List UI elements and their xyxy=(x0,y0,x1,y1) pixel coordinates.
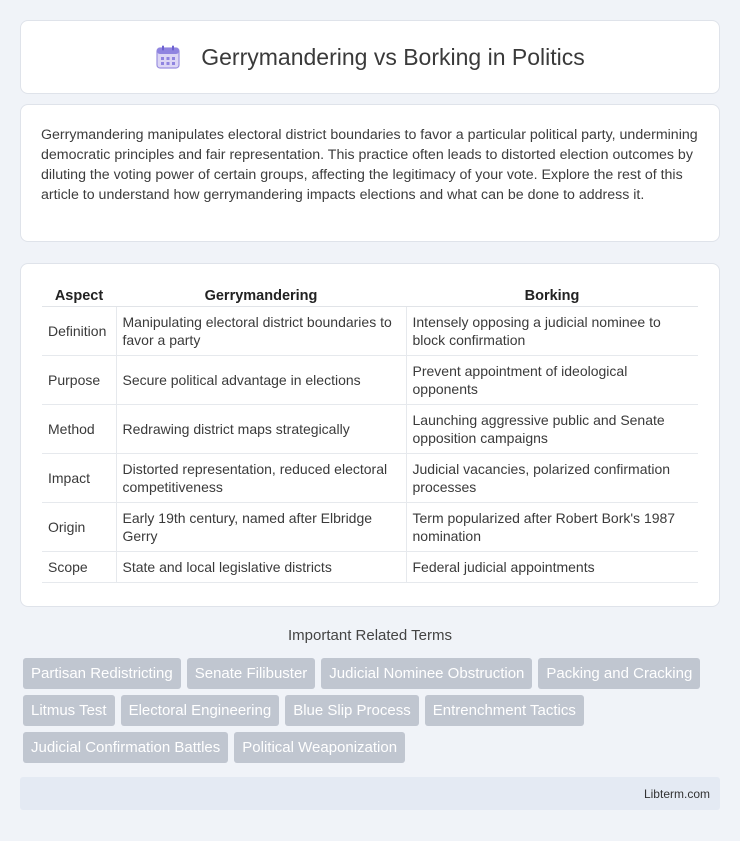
cell-gerrymandering: Early 19th century, named after Elbridge Gerry xyxy=(116,503,406,552)
cell-gerrymandering: Distorted representation, reduced electoral competitiveness xyxy=(116,454,406,503)
intro-card xyxy=(20,104,720,242)
comparison-table xyxy=(42,284,698,583)
table-row xyxy=(42,307,698,356)
cell-borking: Prevent appointment of ideological opponents xyxy=(406,356,698,405)
cell-aspect: Definition xyxy=(42,307,116,356)
related-term-tag[interactable]: Electoral Engineering xyxy=(121,695,280,726)
comparison-table-card xyxy=(20,263,720,607)
table-row xyxy=(42,454,698,503)
related-terms-list xyxy=(23,658,723,763)
cell-gerrymandering: State and local legislative districts xyxy=(116,552,406,583)
related-term-tag[interactable]: Political Weaponization xyxy=(234,732,405,763)
intro-paragraph: Gerrymandering manipulates electoral district boundaries to favor a particular political party, undermining democratic principles and fair representation. This practice often leads to distorted election outcomes by diluting the voting power of certain groups, affecting the legitimacy of your vote. Explore the rest of this article to understand how gerrymandering impacts elections and what can be done to address it. xyxy=(41,127,698,203)
page-title: Gerrymandering vs Borking in Politics xyxy=(201,43,585,70)
cell-borking: Term popularized after Robert Bork's 1987 nomination xyxy=(406,503,698,552)
header-gerrymandering: Gerrymandering xyxy=(116,284,406,307)
cell-aspect: Impact xyxy=(42,454,116,503)
related-terms-title: Important Related Terms xyxy=(288,627,452,644)
cell-gerrymandering: Manipulating electoral district boundaries to favor a party xyxy=(116,307,406,356)
header-borking: Borking xyxy=(406,284,698,307)
calendar-icon xyxy=(155,44,181,70)
cell-borking: Launching aggressive public and Senate opposition campaigns xyxy=(406,405,698,454)
cell-borking: Intensely opposing a judicial nominee to block confirmation xyxy=(406,307,698,356)
related-term-tag[interactable]: Entrenchment Tactics xyxy=(425,695,584,726)
cell-aspect: Scope xyxy=(42,552,116,583)
cell-gerrymandering: Secure political advantage in elections xyxy=(116,356,406,405)
related-term-tag[interactable]: Judicial Nominee Obstruction xyxy=(321,658,532,689)
related-term-tag[interactable]: Senate Filibuster xyxy=(187,658,316,689)
footer xyxy=(20,777,720,810)
cell-aspect: Purpose xyxy=(42,356,116,405)
table-row xyxy=(42,356,698,405)
title-card xyxy=(20,20,720,94)
table-row xyxy=(42,552,698,583)
header-aspect: Aspect xyxy=(42,284,116,307)
table-row xyxy=(42,405,698,454)
cell-gerrymandering: Redrawing district maps strategically xyxy=(116,405,406,454)
table-header-row xyxy=(42,284,698,307)
footer-site-link[interactable]: Libterm.com xyxy=(643,786,710,801)
cell-borking: Federal judicial appointments xyxy=(406,552,698,583)
related-term-tag[interactable]: Blue Slip Process xyxy=(285,695,419,726)
cell-borking: Judicial vacancies, polarized confirmation processes xyxy=(406,454,698,503)
related-term-tag[interactable]: Litmus Test xyxy=(23,695,115,726)
related-term-tag[interactable]: Packing and Cracking xyxy=(538,658,700,689)
cell-aspect: Origin xyxy=(42,503,116,552)
related-term-tag[interactable]: Judicial Confirmation Battles xyxy=(23,732,228,763)
table-row xyxy=(42,503,698,552)
title-wrap xyxy=(155,44,584,71)
related-term-tag[interactable]: Partisan Redistricting xyxy=(23,658,181,689)
cell-aspect: Method xyxy=(42,405,116,454)
